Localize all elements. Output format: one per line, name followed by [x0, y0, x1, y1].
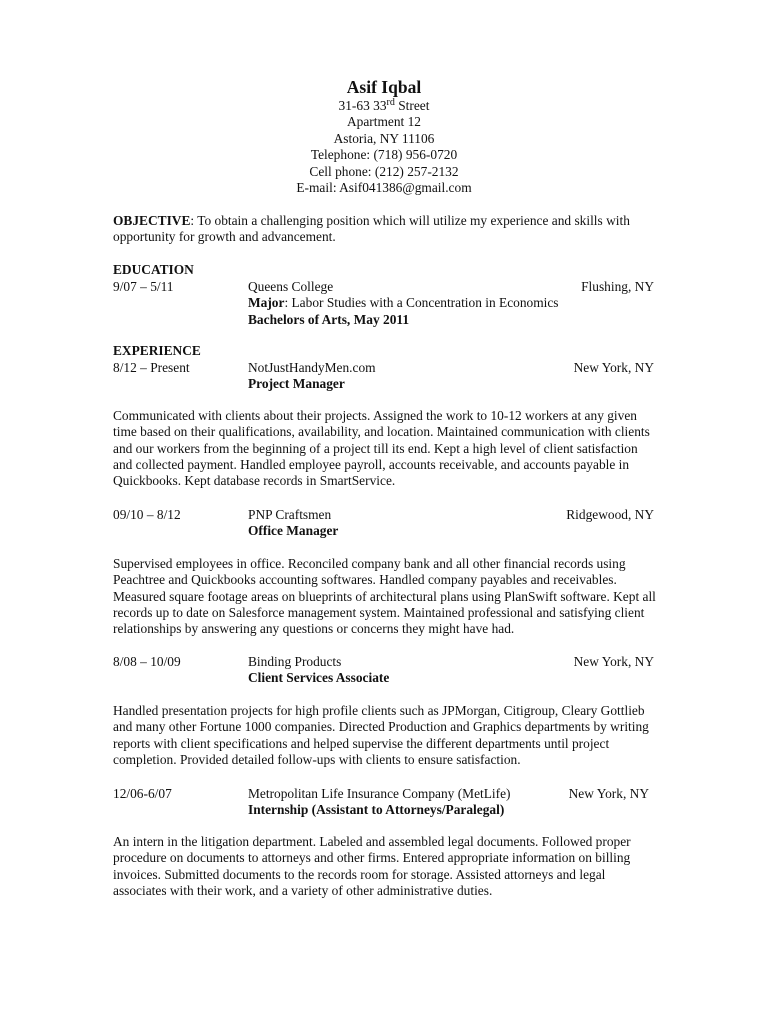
job-dates: 8/12 – Present — [113, 360, 190, 375]
job-description: Supervised employees in office. Reconciled company bank and all other financial records using Peachtree and Quickbooks accounting softwares. Handled company payables and receivables. Measured square footage areas on blueprints of architectural plans using PlanSwift software. Kept all records up to date on Salesforce management system. Maintained professional and satisfying client relationships by answering any questions or concerns they might have had. — [113, 556, 656, 637]
job-company: NotJustHandyMen.com — [248, 360, 376, 375]
cell-phone: Cell phone: (212) 257-2132 — [309, 163, 459, 179]
job-row — [113, 507, 658, 523]
job-description: Handled presentation projects for high profile clients such as JPMorgan, Citigroup, Cleary Gottlieb and many other Fortune 1000 companies. Directed Production and Graphics departments by writing reports with client specifications and helped supervise the different departments until project completion. Provided detailed follow-ups with clients to ensure satisfaction. — [113, 703, 649, 767]
objective-section — [113, 213, 658, 246]
job-location: New York, NY — [573, 654, 654, 669]
education-dates: 9/07 – 5/11 — [113, 279, 174, 294]
street-address — [0, 98, 768, 114]
email: E-mail: Asif041386@gmail.com — [296, 180, 472, 196]
school-name: Queens College — [248, 279, 334, 294]
education-section — [113, 262, 658, 329]
job-description: An intern in the litigation department. Labeled and assembled legal documents. Followed proper procedure on documents to attorneys and other firms. Entered appropriate information on billing invoices. Submitted documents to the records room for storage. Assisted attorneys and legal associates with their work, and a variety of other administrative duties. — [113, 834, 631, 898]
job-entry — [113, 786, 658, 819]
job-location: Ridgewood, NY — [566, 507, 654, 522]
job-dates: 8/08 – 10/09 — [113, 654, 181, 669]
candidate-name: Asif Iqbal — [346, 77, 422, 97]
education-row — [113, 279, 658, 295]
education-heading: EDUCATION — [113, 262, 194, 277]
job-row — [113, 654, 658, 670]
job-company: PNP Craftsmen — [248, 507, 332, 522]
job-title: Office Manager — [248, 523, 339, 539]
street-name: Street — [394, 98, 430, 113]
job-company: Binding Products — [248, 654, 342, 669]
city-state-zip: Astoria, NY 11106 — [333, 130, 435, 146]
experience-section — [113, 343, 658, 393]
job-description: Communicated with clients about their projects. Assigned the work to 10-12 workers at any given time based on their qualifications, availability, and location. Maintained communication with clients and our workers from the beginning of a project till its end. Kept a high level of client satisfaction and collected payment. Handled employee payroll, accounts receivable, and accounts payable in Quickbooks. Kept database records in SmartService. — [113, 408, 650, 489]
job-title: Client Services Associate — [248, 670, 390, 686]
job-location: New York, NY — [573, 360, 654, 375]
job-dates: 09/10 – 8/12 — [113, 507, 181, 522]
degree: Bachelors of Arts, May 2011 — [248, 312, 410, 328]
job-company: Metropolitan Life Insurance Company (MetLife) — [248, 786, 511, 801]
job-entry — [113, 507, 658, 540]
job-title: Internship (Assistant to Attorneys/Paralegal) — [248, 802, 505, 818]
resume-header — [0, 76, 768, 196]
major-label: Major — [248, 295, 285, 311]
telephone: Telephone: (718) 956-0720 — [310, 147, 458, 163]
major — [113, 295, 658, 312]
major-text: : Labor Studies with a Concentration in Economics — [284, 295, 559, 311]
job-title: Project Manager — [248, 376, 345, 392]
apartment: Apartment 12 — [346, 114, 421, 130]
objective-label: OBJECTIVE — [113, 213, 191, 228]
school-location: Flushing, NY — [581, 279, 654, 294]
objective-text: : To obtain a challenging position which will utilize my experience and skills with opportunity for growth and advancement. — [113, 213, 630, 245]
job-location: New York, NY — [568, 786, 649, 801]
ordinal-suffix: rd — [386, 97, 395, 108]
job-row — [113, 360, 658, 376]
job-dates: 12/06-6/07 — [113, 786, 172, 801]
street-number: 31-63 33 — [338, 98, 387, 113]
job-entry — [113, 654, 658, 687]
job-row — [113, 786, 658, 802]
experience-heading: EXPERIENCE — [113, 343, 201, 358]
